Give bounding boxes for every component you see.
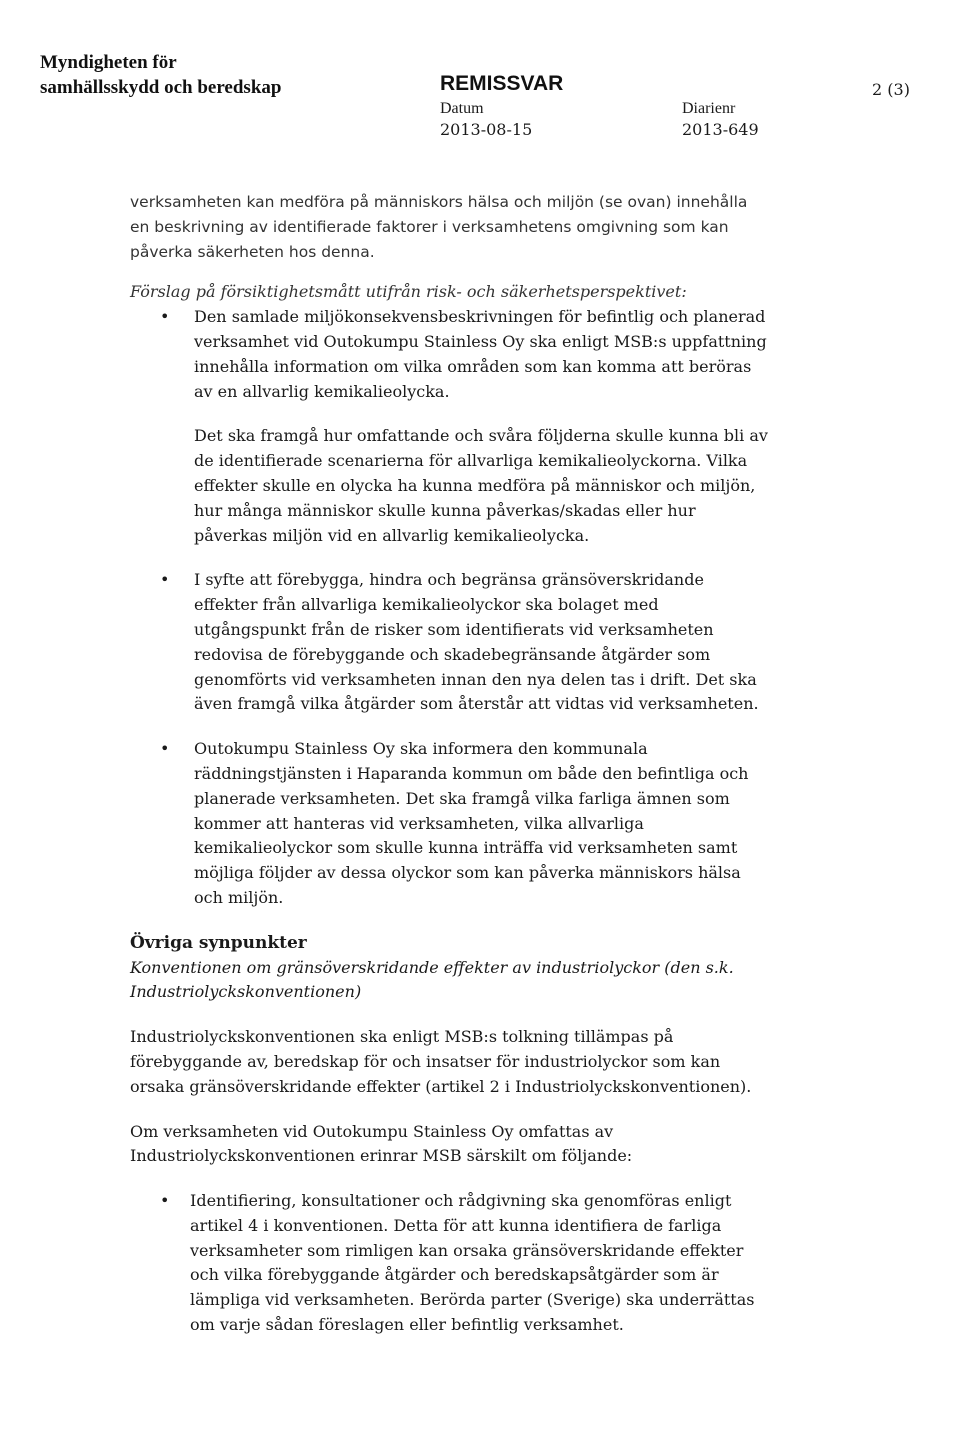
convention-heading: Konventionen om gränsöverskridande effekter av industriolyckor (den s.k. Industriolyckskonventionen) xyxy=(130,957,734,1002)
list-item-text: I syfte att förebygga, hindra och begränsa gränsöverskridande effekter från allvarliga kemikalieolyckor ska bolaget med utgångspunkt från de risker som identifierats vid verksamheten redovisa de förebyggande och skadebegränsande åtgärder som genomförts vid verksamheten innan den nya delen tas i drift. Det ska även framgå vilka åtgärder som återstår att vidtas vid verksamheten. xyxy=(194,570,759,714)
page-header xyxy=(0,0,960,150)
date-value: 2013-08-15 xyxy=(440,120,533,139)
list-item-text: Outokumpu Stainless Oy ska informera den kommunala räddningstjänsten i Haparanda kommun om både den befintliga och planerade verksamheten. Det ska framgå vilka farliga ämnen som kommer att hanteras vid verksamheten, vilka allvarliga kemikalieolyckor som skulle kunna inträffa vid verksamheten samt möjliga följder av dessa olyckor som kan påverka människors hälsa och miljön. xyxy=(194,739,749,907)
bullet-icon: • xyxy=(160,307,170,327)
paragraph: Om verksamheten vid Outokumpu Stainless Oy omfattas av Industriolyckskonventionen erinrar MSB särskilt om följande: xyxy=(130,1121,633,1166)
proposal-list xyxy=(130,305,770,911)
list-item-text: Den samlade miljökonsekvensbeskrivningen för befintlig och planerad verksamhet vid Outokumpu Stainless Oy ska enligt MSB:s uppfattning innehålla information om vilka områden som kan komma att beröras av en allvarlig kemikalieolycka. xyxy=(194,307,767,401)
intro-paragraph: verksamheten kan medföra på människors hälsa och miljön (se ovan) innehålla en beskrivning av identifierade faktorer i verksamhetens omgivning som kan påverka säkerheten hos denna. xyxy=(130,193,748,261)
organization-name-line1: Myndigheten för xyxy=(40,52,177,73)
proposal-heading: Förslag på försiktighetsmått utifrån risk- och säkerhetsperspektivet: xyxy=(130,282,687,302)
bullet-icon: • xyxy=(160,1191,170,1211)
organization-name-line2: samhällsskydd och beredskap xyxy=(40,77,282,98)
bullet-icon: • xyxy=(160,739,170,759)
list-item xyxy=(130,568,770,717)
section-heading: Övriga synpunkter xyxy=(130,932,307,953)
list-item xyxy=(130,305,770,548)
diarienr-label: Diarienr xyxy=(682,100,736,117)
list-item-text: Det ska framgå hur omfattande och svåra följderna skulle kunna bli av de identifierade scenarierna för allvarliga kemikalieolyckorna. Vilka effekter skulle en olycka ha kunna medföra på människor och miljön, hur många människor skulle kunna påverkas/skadas eller hur påverkas miljön vid en allvarlig kemikalieolycka. xyxy=(194,426,768,545)
document-body xyxy=(130,190,770,1358)
document-type: REMISSVAR xyxy=(440,72,564,95)
list-item xyxy=(130,1189,770,1338)
date-label: Datum xyxy=(440,100,484,117)
organization-name xyxy=(40,50,281,100)
list-item xyxy=(130,737,770,911)
diarienr-value: 2013-649 xyxy=(682,120,759,139)
page-number: 2 (3) xyxy=(872,80,910,99)
convention-list xyxy=(130,1189,770,1338)
paragraph: Industriolyckskonventionen ska enligt MSB:s tolkning tillämpas på förebyggande av, beredskap för och insatser för industriolyckor som kan orsaka gränsöverskridande effekter (artikel 2 i Industriolyckskonventionen). xyxy=(130,1027,752,1096)
bullet-icon: • xyxy=(160,570,170,590)
list-item-text: Identifiering, konsultationer och rådgivning ska genomföras enligt artikel 4 i konventionen. Detta för att kunna identifiera de farliga verksamheter som rimligen kan orsaka gränsöverskridande effekter och vilka förebyggande åtgärder och beredskapsåtgärder som är lämpliga vid verksamheten. Berörda parter (Sverige) ska underrättas om varje sådan föreslagen eller befintlig verksamhet. xyxy=(190,1191,755,1335)
